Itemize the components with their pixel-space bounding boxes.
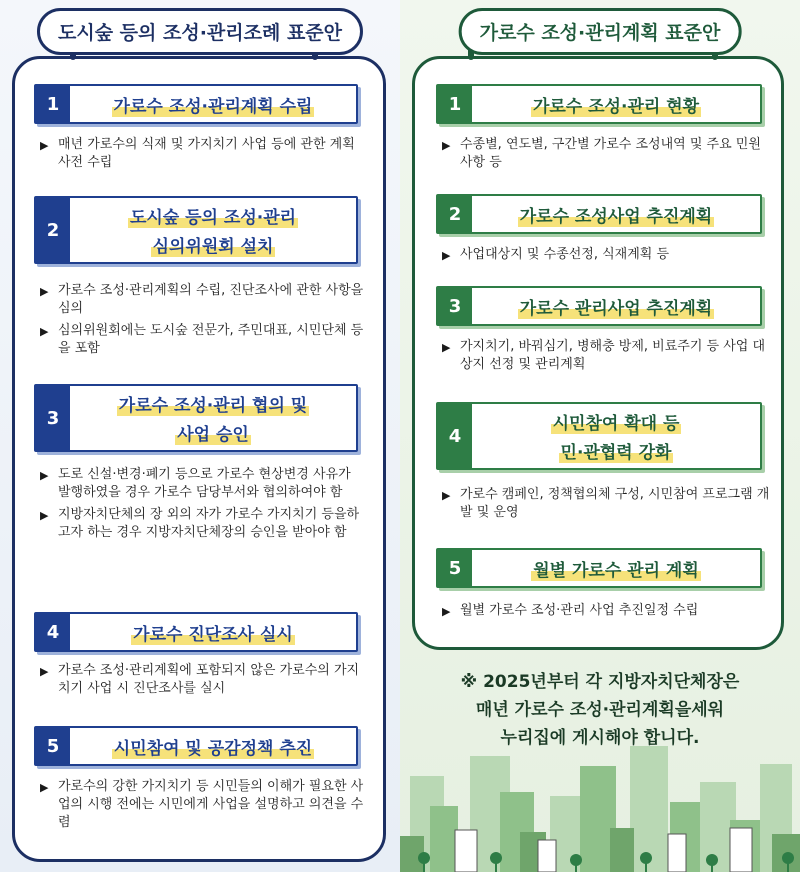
item-number: 2	[438, 196, 472, 232]
item-title: 사업 승인	[175, 420, 251, 445]
triangle-right-icon: ▶	[442, 489, 451, 502]
left-item-4-bullets	[40, 662, 366, 702]
item-number: 3	[438, 288, 472, 324]
item-title: 가로수 진단조사 실시	[131, 620, 295, 645]
triangle-right-icon: ▶	[40, 139, 49, 152]
left-item-2-bullets	[40, 282, 366, 362]
triangle-right-icon: ▶	[40, 325, 49, 338]
left-item-1-card	[34, 84, 358, 124]
triangle-right-icon: ▶	[442, 249, 451, 262]
left-item-3-bullets	[40, 466, 366, 546]
bullet-text: 가로수의 강한 가지치기 등 시민들의 이해가 필요한 사업의 시행 전에는 시민에게 사업을 설명하고 의견을 수렴	[58, 779, 364, 830]
item-number: 3	[36, 386, 70, 450]
city-skyline-illustration	[400, 736, 800, 872]
item-number: 4	[36, 614, 70, 650]
item-title: 가로수 조성·관리 현황	[531, 92, 701, 117]
triangle-right-icon: ▶	[442, 341, 451, 354]
triangle-right-icon: ▶	[442, 139, 451, 152]
item-number: 5	[438, 550, 472, 586]
left-item-5-bullets	[40, 778, 366, 836]
item-title: 가로수 관리사업 추진계획	[518, 294, 714, 319]
bullet-text: 매년 가로수의 식재 및 가지치기 사업 등에 관한 계획 사전 수립	[58, 137, 355, 170]
notice-text	[400, 668, 800, 752]
notice-line: ※ 2025년부터 각 지방자치단체장은	[460, 672, 740, 692]
bullet-text: 도로 신설·변경·폐기 등으로 가로수 현상변경 사유가 발행하였을 경우 가로수 담당부서와 협의하여야 함	[58, 467, 351, 500]
left-item-1-bullets	[40, 136, 366, 176]
triangle-right-icon: ▶	[40, 285, 49, 298]
bullet-text: 가로수 캠페인, 정책협의체 구성, 시민참여 프로그램 개발 및 운영	[460, 487, 770, 520]
left-item-2-card	[34, 196, 358, 264]
notice-line: 매년 가로수 조성·관리계획을세워	[475, 700, 725, 720]
item-number: 4	[438, 404, 472, 468]
bullet-text: 월별 가로수 조성·관리 사업 추진일정 수립	[460, 603, 699, 618]
left-item-5-card	[34, 726, 358, 766]
bullet-text: 심의위원회에는 도시숲 전문가, 주민대표, 시민단체 등을 포함	[58, 323, 364, 356]
triangle-right-icon: ▶	[442, 605, 451, 618]
left-panel-title: 도시숲 등의 조성·관리조례 표준안	[37, 8, 363, 55]
item-title: 월별 가로수 관리 계획	[531, 556, 701, 581]
bullet-text: 가지치기, 바꿔심기, 병해충 방제, 비료주기 등 사업 대상지 선정 및 관리계획	[460, 339, 766, 372]
notice-line: 누리집에 게시해야 합니다.	[500, 728, 700, 748]
right-panel-title: 가로수 조성·관리계획 표준안	[459, 8, 742, 55]
item-title: 시민참여 및 공감정책 추진	[112, 734, 314, 759]
bullet-text: 가로수 조성·관리계획에 포함되지 않은 가로수의 가지치기 사업 시 진단조사를 실시	[58, 663, 360, 696]
item-title: 도시숲 등의 조성·관리	[128, 203, 298, 228]
triangle-right-icon: ▶	[40, 469, 49, 482]
triangle-right-icon: ▶	[40, 665, 49, 678]
item-title: 가로수 조성·관리계획 수립	[112, 92, 315, 117]
bullet-text: 사업대상지 및 수종선정, 식재계획 등	[460, 247, 670, 262]
left-item-4-card	[34, 612, 358, 652]
item-number: 1	[36, 86, 70, 122]
item-title: 가로수 조성·관리 협의 및	[117, 391, 309, 416]
triangle-right-icon: ▶	[40, 781, 49, 794]
item-title: 시민참여 확대 등	[551, 409, 682, 434]
bullet-text: 지방자치단체의 장 외의 자가 가로수 가지치기 등을하고자 하는 경우 지방자치단체장의 승인을 받아야 함	[58, 507, 360, 540]
item-title: 가로수 조성사업 추진계획	[518, 202, 714, 227]
right-frame	[412, 56, 784, 650]
item-title: 심의위원회 설치	[151, 232, 276, 257]
bullet-text: 가로수 조성·관리계획의 수립, 진단조사에 관한 사항을 심의	[58, 283, 364, 316]
item-title: 민·관협력 강화	[559, 438, 674, 463]
item-number: 1	[438, 86, 472, 122]
bullet-text: 수종별, 연도별, 구간별 가로수 조성내역 및 주요 민원사항 등	[460, 137, 761, 170]
item-number: 5	[36, 728, 70, 764]
item-number: 2	[36, 198, 70, 262]
left-item-3-card	[34, 384, 358, 452]
triangle-right-icon: ▶	[40, 509, 49, 522]
